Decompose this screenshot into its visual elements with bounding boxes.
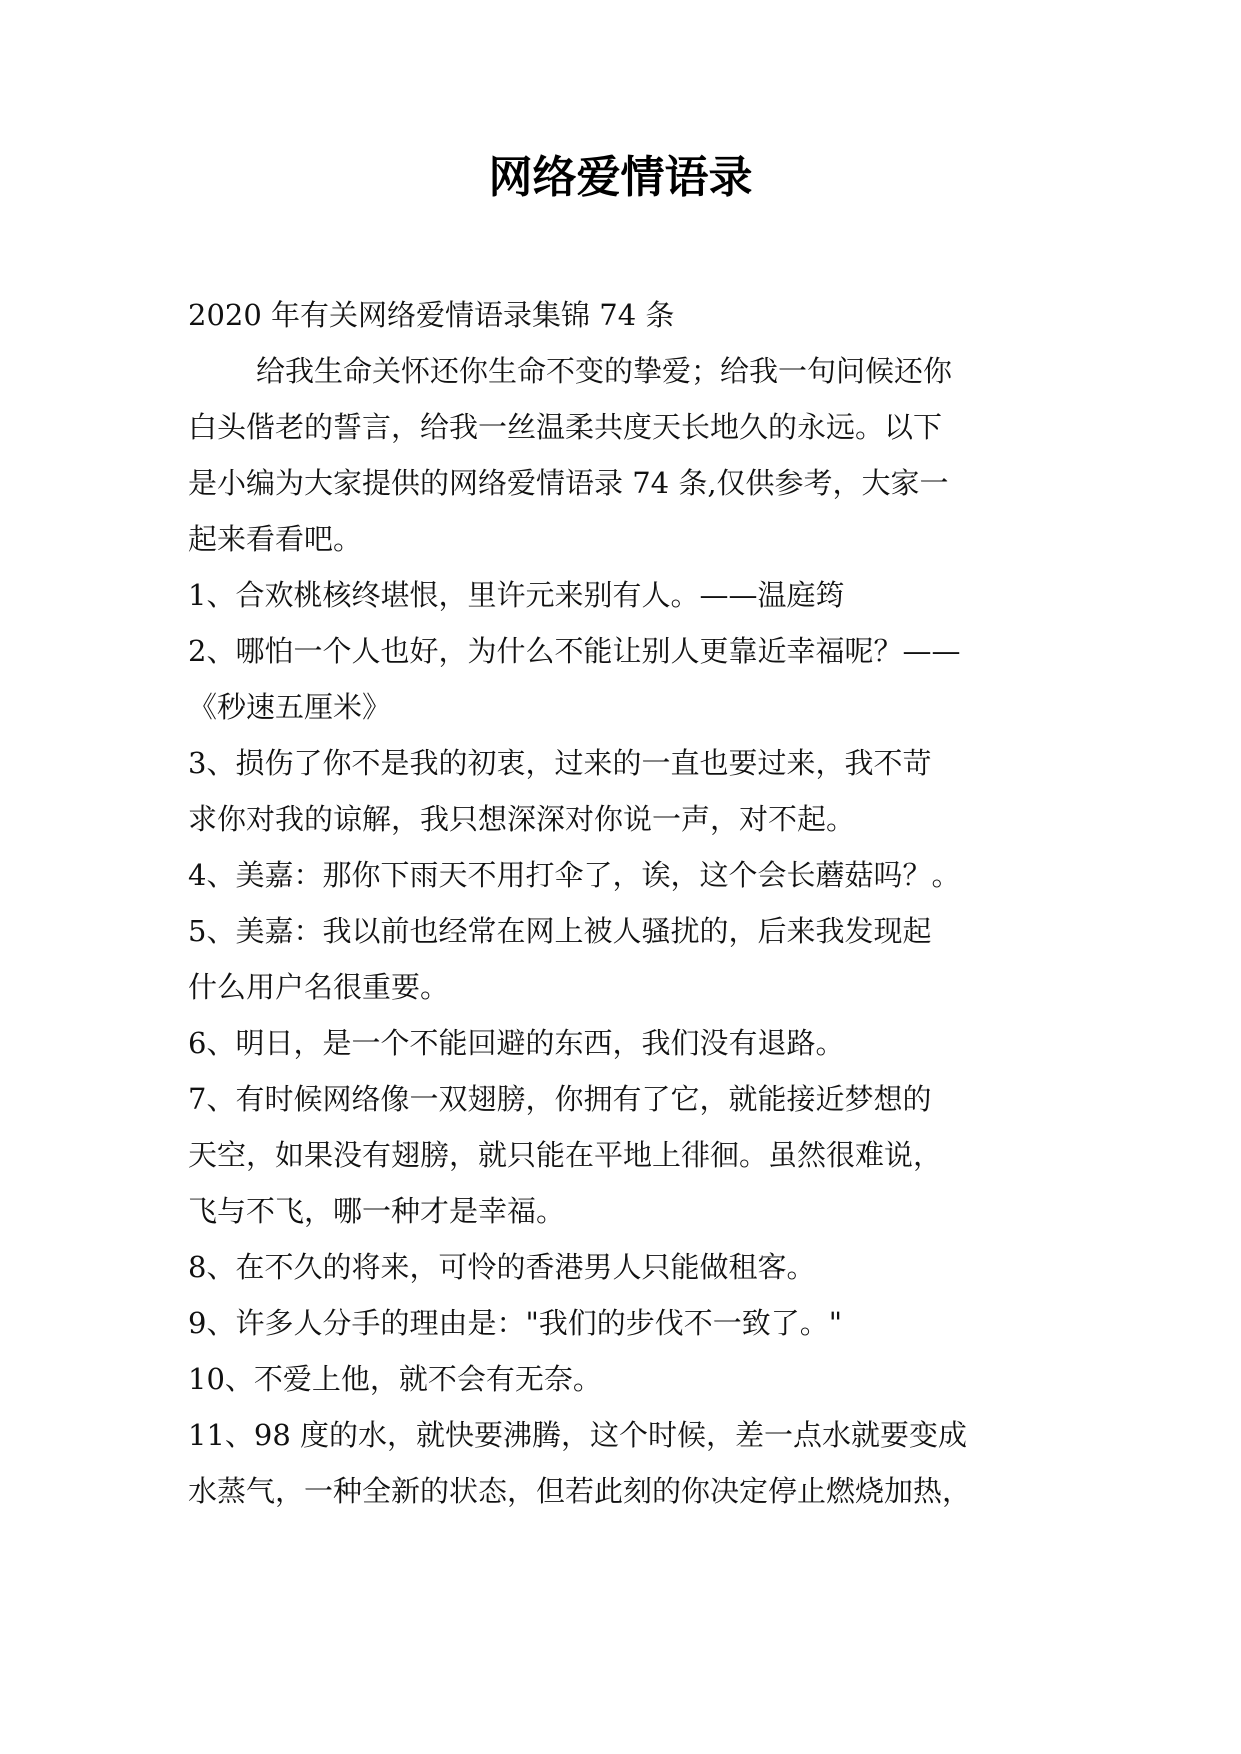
quote-line: 4、美嘉：那你下雨天不用打伞了，诶，这个会长蘑菇吗？。 [188,858,961,892]
quote-line: 2、哪怕一个人也好，为什么不能让别人更靠近幸福呢？—— [188,634,961,668]
quote-line: 求你对我的谅解，我只想深深对你说一声，对不起。 [188,802,856,836]
quote-line: 《秒速五厘米》 [188,690,392,724]
quote-line: 3、损伤了你不是我的初衷，过来的一直也要过来，我不苛 [188,746,932,780]
quote-line: 什么用户名很重要。 [188,970,450,1004]
document-title: 网络爱情语录 [488,152,753,203]
intro-paragraph-line: 起来看看吧。 [188,522,363,556]
intro-paragraph-line: 白头偕老的誓言，给我一丝温柔共度天长地久的永远。以下 [188,410,943,444]
quote-line: 10、不爱上他，就不会有无奈。 [188,1362,602,1396]
quote-line: 8、在不久的将来，可怜的香港男人只能做租客。 [188,1250,816,1284]
quote-line: 飞与不飞，哪一种才是幸福。 [188,1194,566,1228]
intro-paragraph-line: 是小编为大家提供的网络爱情语录 74 条,仅供参考，大家一 [188,466,949,500]
quote-line: 11、98 度的水，就快要沸腾，这个时候，差一点水就要变成 [188,1418,968,1452]
quote-line: 6、明日，是一个不能回避的东西，我们没有退路。 [188,1026,845,1060]
intro-paragraph-line: 给我生命关怀还你生命不变的挚爱；给我一句问候还你 [256,354,953,388]
document-body [188,287,1058,1519]
quote-line: 水蒸气，一种全新的状态，但若此刻的你决定停止燃烧加热， [188,1474,972,1508]
quote-line: 7、有时候网络像一双翅膀，你拥有了它，就能接近梦想的 [188,1082,932,1116]
quote-line: 5、美嘉：我以前也经常在网上被人骚扰的，后来我发现起 [188,914,932,948]
quote-line: 天空，如果没有翅膀，就只能在平地上徘徊。虽然很难说， [188,1138,943,1172]
quote-line: 9、许多人分手的理由是："我们的步伐不一致了。" [188,1306,843,1340]
subtitle-line: 2020 年有关网络爱情语录集锦 74 条 [188,298,675,332]
quote-line: 1、合欢桃核终堪恨，里许元来别有人。——温庭筠 [188,578,845,612]
